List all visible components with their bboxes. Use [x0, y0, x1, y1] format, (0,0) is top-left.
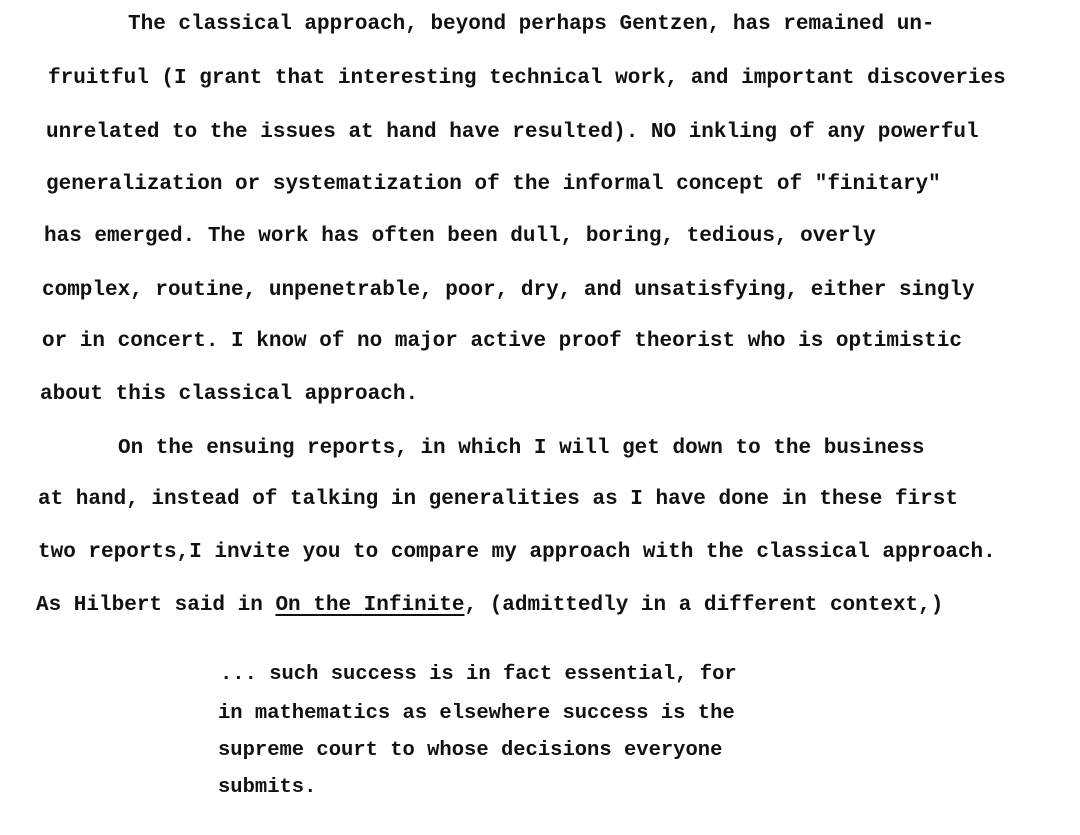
text-line: On the ensuing reports, in which I will get down to the business: [118, 437, 925, 460]
text-line: at hand, instead of talking in generalities as I have done in these first: [38, 488, 958, 511]
underlined-title: On the Infinite: [275, 594, 465, 617]
text-line: unrelated to the issues at hand have resulted). NO inkling of any powerful: [46, 121, 979, 144]
text-line: complex, routine, unpenetrable, poor, dry, and unsatisfying, either singly: [42, 279, 975, 302]
quote-line: supreme court to whose decisions everyone: [218, 739, 723, 762]
text-line: or in concert. I know of no major active proof theorist who is optimistic: [42, 330, 962, 353]
text-line: The classical approach, beyond perhaps Gentzen, has remained un-: [128, 13, 935, 36]
text-line-hilbert: [36, 593, 943, 619]
quote-line: in mathematics as elsewhere success is the: [218, 702, 735, 725]
quote-line: ... such success is in fact essential, for: [220, 663, 737, 686]
text-line: has emerged. The work has often been dull, boring, tedious, overly: [44, 225, 876, 248]
text-fragment: As Hilbert said in: [36, 594, 276, 617]
quote-line: submits.: [218, 776, 317, 799]
text-fragment: , (admittedly in a different context,): [464, 594, 944, 617]
text-line: fruitful (I grant that interesting technical work, and important discoveries: [48, 67, 1006, 90]
text-line: generalization or systematization of the informal concept of "finitary": [46, 173, 941, 196]
text-line: two reports,I invite you to compare my approach with the classical approach.: [38, 541, 996, 564]
text-line: about this classical approach.: [40, 383, 419, 406]
